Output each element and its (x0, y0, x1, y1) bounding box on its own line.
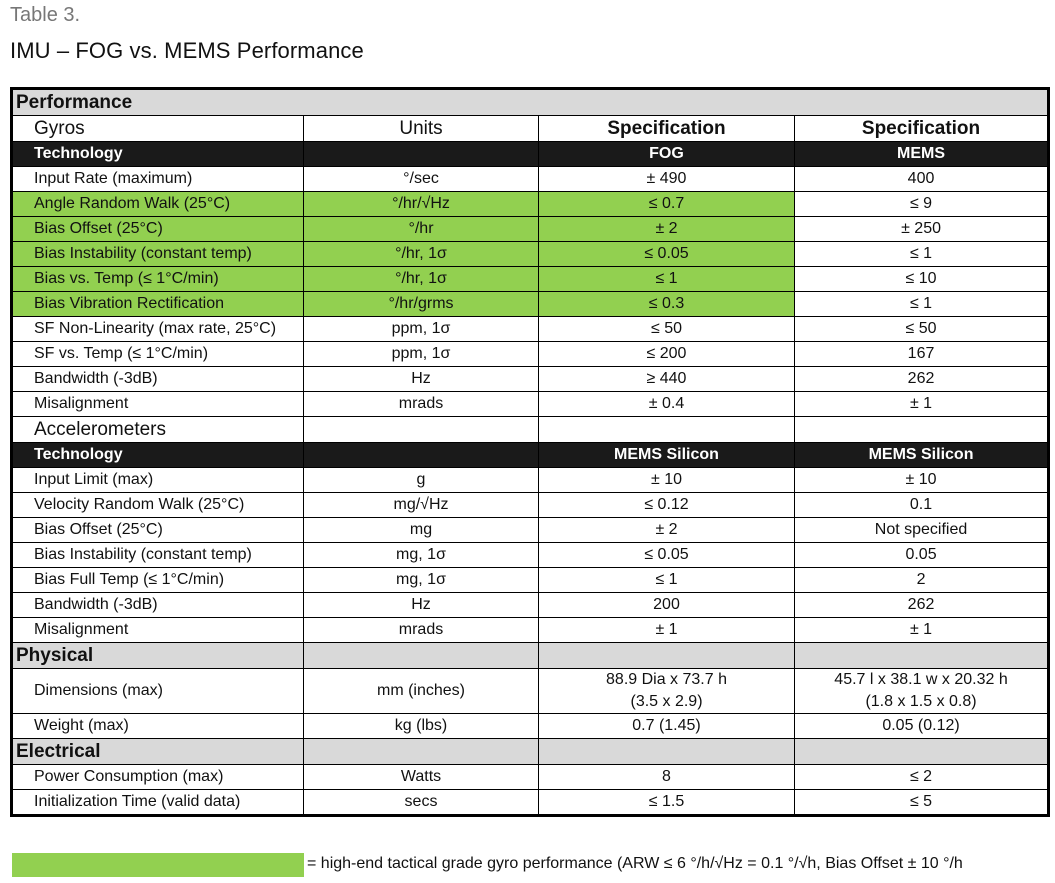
row-mems: 262 (795, 367, 1049, 392)
table-row (12, 392, 1049, 417)
table-row (12, 714, 1049, 739)
row-label: Bias Offset (25°C) (12, 518, 304, 543)
empty-cell (539, 643, 795, 669)
row-label: Bias Instability (constant temp) (12, 543, 304, 568)
row-units: Watts (304, 765, 539, 790)
row-units: mm (inches) (304, 669, 539, 714)
row-mems: ≤ 9 (795, 192, 1049, 217)
table-row (12, 192, 1049, 217)
row-mems: 167 (795, 342, 1049, 367)
row-units: mg, 1σ (304, 568, 539, 593)
row-mems: 0.05 (795, 543, 1049, 568)
row-fog: ≤ 200 (539, 342, 795, 367)
row-fog: ≤ 0.05 (539, 242, 795, 267)
table-row (12, 267, 1049, 292)
table-row (12, 292, 1049, 317)
accelerometers-header-row (12, 417, 1049, 443)
row-units: mg, 1σ (304, 543, 539, 568)
row-mems: ± 10 (795, 468, 1049, 493)
empty-cell (795, 417, 1049, 443)
row-label: SF Non-Linearity (max rate, 25°C) (12, 317, 304, 342)
row-units: mg/√Hz (304, 493, 539, 518)
table-row (12, 342, 1049, 367)
row-label: Bias Instability (constant temp) (12, 242, 304, 267)
table-row (12, 518, 1049, 543)
row-fog: ≤ 0.05 (539, 543, 795, 568)
row-fog: ± 1 (539, 618, 795, 643)
row-fog (539, 669, 795, 714)
technology-units (304, 142, 539, 167)
row-mems: 0.05 (0.12) (795, 714, 1049, 739)
row-label: Velocity Random Walk (25°C) (12, 493, 304, 518)
row-units: mrads (304, 618, 539, 643)
row-fog: 0.7 (1.45) (539, 714, 795, 739)
table-row (12, 317, 1049, 342)
dimension-line: (1.8 x 1.5 x 0.8) (865, 693, 977, 710)
technology-label: Technology (12, 443, 304, 468)
dimension-line: (3.5 x 2.9) (630, 693, 703, 710)
technology-mems: MEMS (795, 142, 1049, 167)
table-row (12, 367, 1049, 392)
row-mems: 2 (795, 568, 1049, 593)
row-mems: 0.1 (795, 493, 1049, 518)
row-mems: ± 1 (795, 618, 1049, 643)
row-fog: 8 (539, 765, 795, 790)
row-fog: 200 (539, 593, 795, 618)
technology-row (12, 443, 1049, 468)
row-fog: ≤ 1 (539, 267, 795, 292)
row-mems: ≤ 50 (795, 317, 1049, 342)
empty-cell (795, 739, 1049, 765)
row-mems: 262 (795, 593, 1049, 618)
dimension-line: 45.7 l x 38.1 w x 20.32 h (834, 671, 1008, 688)
empty-cell (539, 739, 795, 765)
row-label: Initialization Time (valid data) (12, 790, 304, 816)
table-row (12, 669, 1049, 714)
row-fog: ≤ 0.7 (539, 192, 795, 217)
row-fog: ≤ 50 (539, 317, 795, 342)
gyros-label: Gyros (12, 116, 304, 142)
row-label: Input Rate (maximum) (12, 167, 304, 192)
empty-cell (539, 417, 795, 443)
empty-cell (795, 643, 1049, 669)
row-units: Hz (304, 593, 539, 618)
row-label: Bandwidth (-3dB) (12, 367, 304, 392)
technology-fog: MEMS Silicon (539, 443, 795, 468)
row-units: °/hr, 1σ (304, 267, 539, 292)
row-mems: Not specified (795, 518, 1049, 543)
table-row (12, 468, 1049, 493)
row-mems: ± 1 (795, 392, 1049, 417)
row-label: Angle Random Walk (25°C) (12, 192, 304, 217)
row-units: °/hr/√Hz (304, 192, 539, 217)
performance-table (10, 87, 1050, 817)
row-fog: ± 10 (539, 468, 795, 493)
row-units: mg (304, 518, 539, 543)
row-fog: ± 2 (539, 217, 795, 242)
legend-swatch (12, 853, 304, 877)
table-row (12, 167, 1049, 192)
table-title: IMU – FOG vs. MEMS Performance (10, 38, 364, 63)
row-fog: ± 0.4 (539, 392, 795, 417)
row-mems: ≤ 1 (795, 292, 1049, 317)
row-mems: ≤ 1 (795, 242, 1049, 267)
empty-cell (304, 739, 539, 765)
table-row (12, 593, 1049, 618)
empty-cell (304, 643, 539, 669)
row-fog: ≤ 1 (539, 568, 795, 593)
spec-header-fog: Specification (539, 116, 795, 142)
table-row (12, 568, 1049, 593)
row-mems: ≤ 2 (795, 765, 1049, 790)
row-units: secs (304, 790, 539, 816)
row-label: Misalignment (12, 618, 304, 643)
row-mems: ≤ 5 (795, 790, 1049, 816)
row-label: Dimensions (max) (12, 669, 304, 714)
section-row-electrical (12, 739, 1049, 765)
row-units: mrads (304, 392, 539, 417)
row-fog: ± 490 (539, 167, 795, 192)
row-mems: 400 (795, 167, 1049, 192)
row-label: Weight (max) (12, 714, 304, 739)
row-label: SF vs. Temp (≤ 1°C/min) (12, 342, 304, 367)
row-units: kg (lbs) (304, 714, 539, 739)
row-label: Power Consumption (max) (12, 765, 304, 790)
units-header: Units (304, 116, 539, 142)
row-label: Bandwidth (-3dB) (12, 593, 304, 618)
row-label: Bias Full Temp (≤ 1°C/min) (12, 568, 304, 593)
row-mems: ± 250 (795, 217, 1049, 242)
row-label: Bias Offset (25°C) (12, 217, 304, 242)
row-label: Misalignment (12, 392, 304, 417)
dimension-line: 88.9 Dia x 73.7 h (606, 671, 727, 688)
row-fog: ≤ 0.3 (539, 292, 795, 317)
row-label: Bias vs. Temp (≤ 1°C/min) (12, 267, 304, 292)
table-row (12, 543, 1049, 568)
gyros-header-row (12, 116, 1049, 142)
row-units: °/sec (304, 167, 539, 192)
row-units: Hz (304, 367, 539, 392)
technology-row (12, 142, 1049, 167)
table-row (12, 765, 1049, 790)
row-units: °/hr (304, 217, 539, 242)
technology-fog: FOG (539, 142, 795, 167)
row-mems: ≤ 10 (795, 267, 1049, 292)
table-number: Table 3. (10, 4, 81, 26)
legend-text: = high-end tactical grade gyro performance (ARW ≤ 6 °/h/√Hz = 0.1 °/√h, Bias Offset ± 10 °/h (307, 855, 963, 872)
spec-header-mems: Specification (795, 116, 1049, 142)
row-units: g (304, 468, 539, 493)
row-units: ppm, 1σ (304, 317, 539, 342)
row-fog: ≥ 440 (539, 367, 795, 392)
section-row-performance (12, 89, 1049, 116)
section-label: Physical (12, 643, 304, 669)
table-row (12, 493, 1049, 518)
technology-units (304, 443, 539, 468)
row-fog: ≤ 1.5 (539, 790, 795, 816)
technology-mems: MEMS Silicon (795, 443, 1049, 468)
row-label: Bias Vibration Rectification (12, 292, 304, 317)
row-units: °/hr/grms (304, 292, 539, 317)
empty-cell (304, 417, 539, 443)
row-units: °/hr, 1σ (304, 242, 539, 267)
row-units: ppm, 1σ (304, 342, 539, 367)
row-fog: ± 2 (539, 518, 795, 543)
technology-label: Technology (12, 142, 304, 167)
row-mems (795, 669, 1049, 714)
table-row (12, 790, 1049, 816)
table-row (12, 242, 1049, 267)
accelerometers-label: Accelerometers (12, 417, 304, 443)
row-label: Input Limit (max) (12, 468, 304, 493)
table-row (12, 618, 1049, 643)
section-label: Performance (12, 89, 1049, 116)
row-fog: ≤ 0.12 (539, 493, 795, 518)
section-row-physical (12, 643, 1049, 669)
section-label: Electrical (12, 739, 304, 765)
table-row (12, 217, 1049, 242)
